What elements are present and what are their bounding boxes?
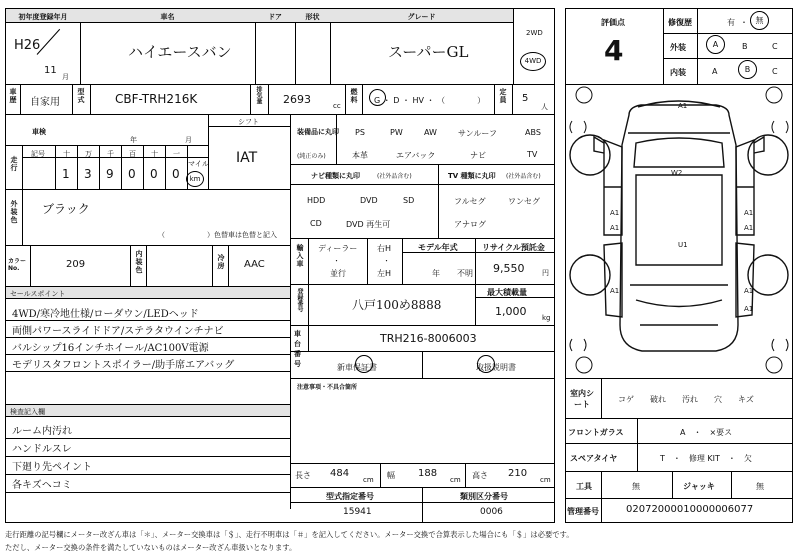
damage-mark: A1 [744,305,754,313]
equip-header: 装備品に丸印 [297,128,339,136]
handle-dot: ・ [383,257,390,265]
rule [290,114,291,509]
damage-mark: U1 [678,241,688,249]
tv-type-item: フルセグ [454,197,486,206]
inspection-note-line: ハンドルスレ [12,444,72,455]
rule [5,189,290,190]
mileage-km-circle: km [186,171,204,187]
use-header: 車歴 [9,88,17,104]
rule [494,84,495,114]
rule [5,84,555,85]
rule [513,8,514,84]
rule [308,238,309,284]
shift-value: IAT [236,150,258,166]
notes-header: 注意事項・不具合箇所 [297,384,358,391]
fuel-options: G ・ D ・ HV ・ （ ） [374,96,486,105]
nav-type-item: HDD [307,196,326,205]
owners-manual: 取扱説明書 [476,363,516,372]
tv-header-sub: (社外品含む) [506,173,541,180]
handle-right: 右H [377,244,392,253]
rule [212,245,213,286]
import-header: 輸入車 [296,244,304,268]
inspect-month: 月 [185,136,192,144]
glass-options: A ・ ×要ス [680,428,733,437]
nav-header: ナビ種類に丸印 [311,172,360,180]
rule [290,325,555,326]
load-value: 1,000 [495,305,527,318]
damage-mark: A1 [678,102,688,110]
rule [697,8,698,84]
rule [22,157,208,158]
inspection-note-line: ルーム内汚れ [12,426,72,437]
mileage-unit-label: 一 [173,150,180,158]
mileage-unit-label: 万 [85,150,92,158]
door-header: ドア [268,13,282,21]
seat-header: 室内シート [570,389,594,409]
nav-header-sub: (社外品含む) [377,173,412,180]
rule [663,33,793,34]
nav-type-item: CD [310,219,322,228]
2wd-option: 2WD [526,29,543,37]
rule [99,145,100,189]
rule [475,284,476,325]
import-dealer: ディーラー [318,244,358,253]
mileage-digit: 0 [128,167,136,181]
capacity-header: 定員 [499,88,507,104]
rule [5,145,208,146]
inspection-note-line: 各キズヘコミ [12,480,72,491]
rule [5,354,290,355]
jack-header: ジャッキ [683,482,715,491]
model-year-header: モデル年式 [418,243,458,252]
plate-header: 登録番号 [296,288,303,312]
rule [72,84,73,114]
rule [5,320,290,321]
footer-line-1: 走行距離の記号欄にメーター改ざん車は「＊」、メーター交換車は「＄」、走行不明車は「＃」を記入してください。メーター交換で合算表示した場合にも「＄」は必要です。 [5,530,574,539]
color-value: ブラック [42,202,90,216]
inspect-year: 年 [130,136,137,144]
rule [475,238,476,284]
damage-mark: A1 [744,287,754,295]
shape-header: 形状 [305,13,320,21]
selling-header: セールスポイント [10,290,66,298]
rule [290,502,555,503]
rule [5,337,290,338]
color-header: 外装色 [10,200,18,224]
rule [565,471,793,472]
rule [663,58,793,59]
rule [30,245,31,286]
damage-diagram [566,85,792,378]
damage-mark: A1 [610,224,620,232]
rule [565,498,793,499]
damage-mark: A1 [610,209,620,217]
damage-mark: W2 [671,169,683,177]
exterior-header: 外装 [670,43,686,52]
selling-point-line: モデリスタフロントスポイラー/助手席エアバッグ [12,360,235,371]
length-header: 長さ [295,471,311,480]
type-no-header: 型式指定番号 [326,492,374,501]
tool-value: 無 [632,482,640,491]
rule [5,474,290,475]
rule [228,245,229,286]
recycle-header: リサイクル預託金 [482,243,545,252]
ac-value: AAC [244,259,265,270]
spare-header: スペアタイヤ [570,454,618,463]
mileage-digit: 0 [172,167,180,181]
tv-type-item: アナログ [454,220,486,229]
color-no-header: カラー No. [8,258,27,272]
rule [146,245,147,286]
mileage-header: 走行 [10,156,18,172]
rule [290,184,555,185]
reg-month: 11 [44,65,57,76]
load-unit: kg [542,314,551,322]
mileage-digit: 3 [84,167,92,181]
model-header: 型式 [77,88,85,104]
rule [362,84,363,114]
capacity-value: 5 [522,93,529,104]
rule [121,145,122,189]
nav-type-item: DVD [360,196,378,205]
width-value: 188 [418,468,438,479]
exterior-b: B [742,42,748,51]
height-header: 高さ [472,471,488,480]
manual-circle [477,355,495,373]
mileage-digit: 9 [106,167,114,181]
height-value: 210 [508,468,528,479]
rule [380,463,381,487]
rule [22,145,23,189]
exterior-c: C [772,42,778,51]
rule [565,443,793,444]
rule [268,84,269,114]
rule [290,164,555,165]
interior-c: C [772,67,778,76]
selling-point-line: 両側パワースライドドア/ステラタウインチナビ [12,326,224,337]
fuel-selected-circle [369,89,386,106]
seat-options: コゲ 破れ 汚れ 穴 キズ [618,395,754,404]
nav-type-item: DVD 再生可 [346,220,391,229]
recycle-unit: 円 [542,269,549,277]
mileage-unit-label: 十 [151,150,158,158]
rule [438,164,439,238]
selling-point-line: 4WD/寒冷地仕様/ローダウン/LEDヘッド [12,309,199,320]
interior-header: 内装 [670,68,686,77]
inspect-header: 車検 [32,128,46,136]
warranty-circle [355,355,373,373]
footer-line-2: ただし、メーター交換の条件を満たしていないものはメーター改ざん車扱いとなります。 [5,543,297,552]
equipment-item: PS [355,128,365,137]
rule [5,416,290,417]
equipment-item: ナビ [470,151,486,160]
rule [731,471,732,498]
class-no-value: 0006 [480,507,503,517]
int-color-header: 内装色 [135,250,143,274]
repair-dot: ・ [740,18,748,27]
equipment-item: サンルーフ [458,129,497,138]
rule [5,22,513,23]
damage-mark: A1 [744,209,754,217]
rule [5,371,290,372]
score-header: 評価点 [601,18,625,27]
mileage-digit: 0 [150,167,158,181]
tv-header: TV 種類に丸印 [448,172,496,180]
rule [601,471,602,523]
rule [55,145,56,189]
length-value: 484 [330,468,350,479]
equipment-item: TV [527,150,538,159]
mileage-unit-label: 千 [107,150,114,158]
grade-header: グレード [407,13,436,21]
reg-era: H26 [14,38,41,53]
rule [565,378,793,379]
type-no-value: 15941 [343,507,372,517]
inspection-note-line: 下廻り先ペイント [12,462,92,473]
rule [290,463,555,464]
plate-value: 八戸100め8888 [352,298,442,312]
rule [422,351,423,378]
use-value: 自家用 [30,97,60,108]
repair-header: 修復歴 [668,18,692,27]
disp-header: 排気量 [255,86,262,104]
length-unit: cm [363,476,374,484]
capacity-unit: 人 [541,103,548,111]
repair-no-circle: 無 [750,11,769,30]
width-header: 幅 [387,471,395,480]
mileage-unit-label: 十 [63,150,70,158]
chassis-value: TRH216-8006003 [380,332,477,345]
rule [290,238,555,239]
grade-value: スーパーGL [388,43,469,61]
rule [422,487,423,523]
equipment-item: エアバック [396,151,436,160]
mileage-kigo: 記号 [31,150,45,158]
rule [402,238,403,284]
equipment-item: ABS [525,128,541,137]
height-unit: cm [540,476,551,484]
spare-options: T ・ 修理 KIT ・ 欠 [660,454,752,463]
rule [465,463,466,487]
mgmt-value: 02072000010000006077 [626,504,754,515]
equip-sub: (純正のみ) [297,153,326,160]
rule [90,84,91,114]
mgmt-header: 管理番号 [567,507,599,516]
rule [663,8,664,84]
rule [637,418,638,471]
equipment-item: 本革 [352,151,368,160]
tool-header: 工具 [576,482,592,491]
repair-yes: 有 [727,18,735,27]
rule [20,84,21,114]
rule [565,418,793,419]
fuel-header: 燃料 [350,88,358,104]
rule [5,438,290,439]
model-year-unknown: 不明 [457,269,473,278]
nav-type-item: SD [403,196,415,205]
disp-value: 2693 [283,93,311,106]
4wd-option: 4WD [520,52,546,71]
equipment-item: PW [390,128,403,137]
glass-header: フロントガラス [568,428,624,437]
load-header: 最大積載量 [487,288,527,297]
left-form-frame [5,8,555,523]
rule [77,145,78,189]
kensa-header: 検査記入欄 [10,408,45,416]
rule [601,378,602,418]
jack-value: 無 [756,482,764,491]
import-parallel: 並行 [330,269,346,278]
damage-mark: A1 [610,287,620,295]
rule [345,84,346,114]
exterior-a-circle: A [706,35,725,54]
mileage-digit: 1 [62,167,70,181]
rule [250,84,251,114]
handle-left: 左H [377,269,392,278]
rule [290,378,555,379]
shift-header: シフト [238,118,259,126]
width-unit: cm [450,476,461,484]
rule [5,456,290,457]
reg-month-unit: 月 [62,73,69,81]
rule [290,284,555,285]
damage-mark: A1 [744,224,754,232]
color-no-value: 209 [66,259,86,270]
rule [5,492,290,493]
disp-unit: cc [333,102,341,110]
interior-b-circle: B [738,60,757,79]
reg-header: 初年度登録年月 [18,13,68,21]
rule [165,145,166,189]
selling-point-line: バルシップ16インチホイール/AC100V電源 [12,343,209,354]
car-name: ハイエースバン [128,43,232,61]
color-note: （ ）色替車は色替と記入 [158,231,277,239]
mileage-unit-label: 百 [129,150,136,158]
mileage-mile: マイル [188,160,209,168]
rule [22,189,23,245]
ac-header: 冷房 [217,254,225,270]
rule [672,471,673,498]
rule [5,245,290,246]
equipment-item: AW [424,128,437,137]
rule [143,145,144,189]
model-value: CBF-TRH216K [115,92,198,106]
rule [367,238,368,284]
model-year-y: 年 [432,269,440,278]
import-dot: ・ [333,257,340,265]
rule [308,284,309,351]
name-header: 車名 [160,13,175,21]
recycle-value: 9,550 [493,262,525,275]
score-value: 4 [604,34,624,67]
interior-a: A [712,67,718,76]
rule [336,114,337,164]
chassis-header: 車台番号 [294,330,301,368]
rule [5,114,555,115]
rule [512,84,513,114]
class-no-header: 類別区分番号 [460,492,508,501]
tv-type-item: ワンセグ [508,197,540,206]
warranty-book: 新車保証書 [337,363,377,372]
rule [130,245,131,286]
kensa-header-bg [6,405,290,416]
